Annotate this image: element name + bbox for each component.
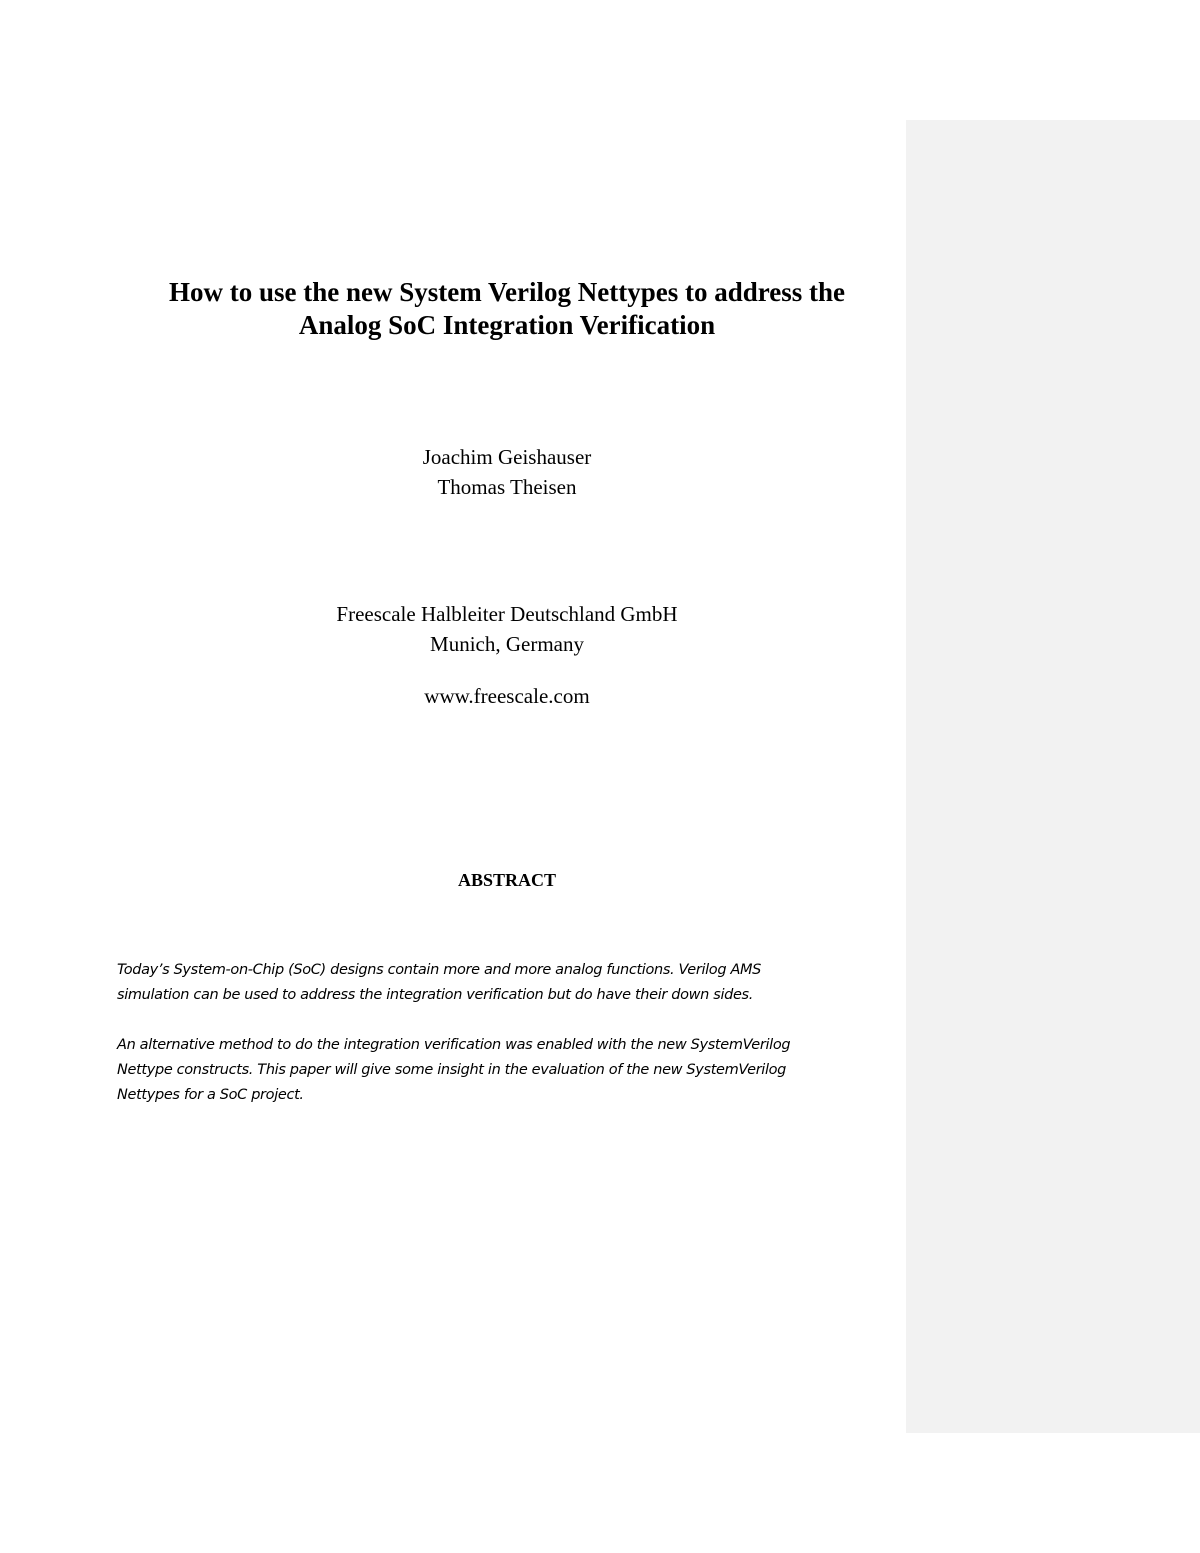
abstract-paragraph-2 — [117, 1033, 897, 1108]
abstract-paragraph-1 — [117, 958, 897, 1008]
abstract-line: Nettypes for a SoC project. — [117, 1087, 304, 1103]
affiliation — [117, 599, 897, 659]
abstract-line: Nettype constructs. This paper will give some insight in the evaluation of the new SystemVerilog — [117, 1062, 787, 1078]
author-list — [117, 442, 897, 502]
paper-title — [117, 276, 897, 342]
abstract-heading: ABSTRACT — [457, 870, 557, 890]
author-name: Thomas Theisen — [437, 475, 577, 499]
affiliation-location: Munich, Germany — [430, 632, 584, 656]
author-name: Joachim Geishauser — [422, 445, 592, 469]
title-line-2: Analog SoC Integration Verification — [298, 310, 716, 340]
title-line-1: How to use the new System Verilog Nettypes to address the — [169, 277, 845, 307]
affiliation-company: Freescale Halbleiter Deutschland GmbH — [336, 602, 678, 626]
abstract-line: simulation can be used to address the integration verification but do have their down sides. — [117, 987, 754, 1003]
website-link: www.freescale.com — [424, 684, 590, 708]
abstract-body — [117, 958, 897, 1133]
comment-pane — [906, 120, 1200, 1433]
abstract-line: Today’s System-on-Chip (SoC) designs contain more and more analog functions. Verilog AMS — [117, 962, 762, 978]
abstract-line: An alternative method to do the integration verification was enabled with the new SystemVerilog — [117, 1037, 791, 1053]
